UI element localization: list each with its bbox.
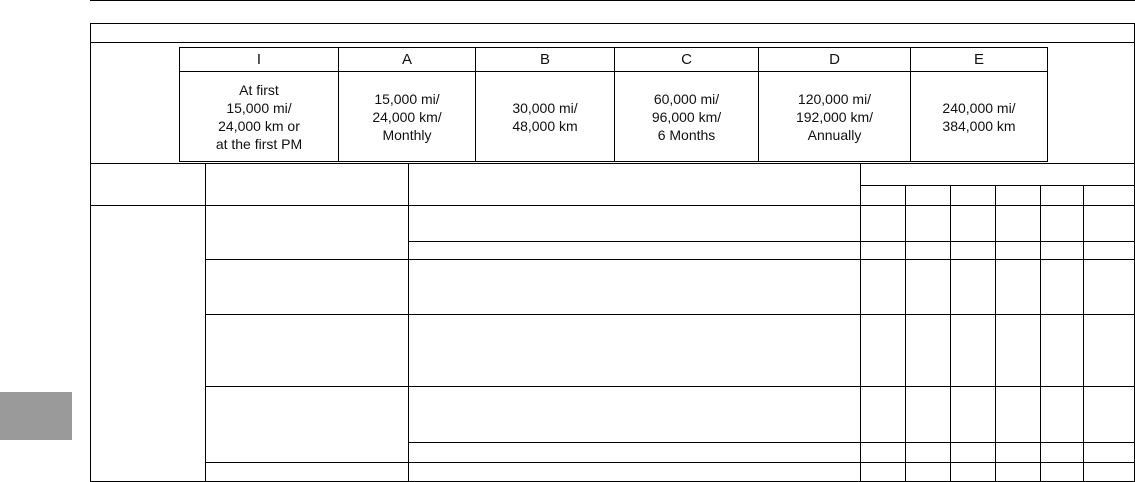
legend-code-e: E (911, 48, 1048, 72)
grid-subheader-border (860, 185, 1135, 186)
legend-code-i: I (180, 48, 339, 72)
legend-description-row (180, 72, 1048, 162)
legend-desc-b: 30,000 mi/ 48,000 km (476, 72, 615, 162)
legend-code-c: C (615, 48, 759, 72)
grid-interval-column-border (950, 185, 951, 482)
interval-legend-table (179, 47, 1048, 162)
grid-row-border (408, 442, 1135, 443)
grid-header-bottom-border (90, 205, 1135, 206)
grid-interval-column-border (995, 185, 996, 482)
section-tab (0, 392, 72, 440)
grid-interval-column-border (905, 185, 906, 482)
legend-code-d: D (759, 48, 911, 72)
legend-desc-c: 60,000 mi/ 96,000 km/ 6 Months (615, 72, 759, 162)
grid-interval-column-border (1083, 185, 1084, 482)
grid-row-border (408, 241, 1135, 242)
grid-interval-column-border (1040, 185, 1041, 482)
grid-header-top-border (90, 163, 1135, 164)
legend-desc-i: At first 15,000 mi/ 24,000 km or at the first PM (180, 72, 339, 162)
title-row-border (90, 42, 1135, 43)
legend-code-row (180, 48, 1048, 72)
frame-top-border (90, 23, 1135, 24)
legend-desc-e: 240,000 mi/ 384,000 km (911, 72, 1048, 162)
grid-column-border (860, 163, 861, 482)
legend-code-b: B (476, 48, 615, 72)
legend-desc-d: 120,000 mi/ 192,000 km/ Annually (759, 72, 911, 162)
grid-column-border (205, 163, 206, 482)
legend-desc-a: 15,000 mi/ 24,000 km/ Monthly (339, 72, 476, 162)
frame-left-border (90, 23, 91, 482)
top-rule (90, 0, 1135, 1)
legend-code-a: A (339, 48, 476, 72)
grid-column-border (408, 163, 409, 482)
